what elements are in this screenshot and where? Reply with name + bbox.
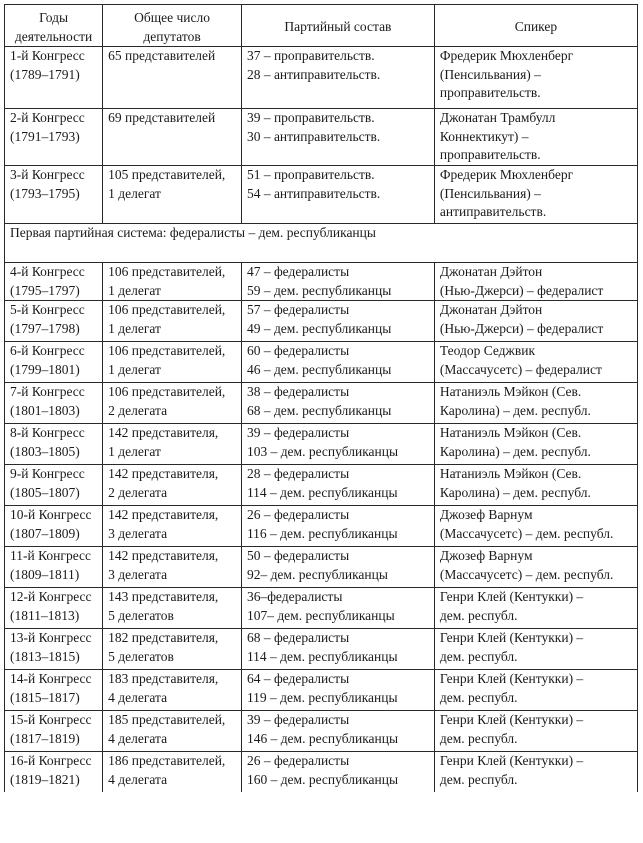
cell-line: Джонатан Трамбулл	[439, 110, 556, 125]
congress-table	[4, 4, 638, 792]
cell-line: 26 – федералисты	[246, 507, 350, 522]
cell-party	[241, 588, 434, 629]
header-years-line: деятельности	[14, 28, 93, 44]
cell-line: 10-й Конгресс	[10, 507, 92, 522]
cell-line: (1789–1791)	[10, 66, 80, 82]
cell-line: (1797–1798)	[10, 320, 80, 336]
cell-line: 51 – проправительств.	[246, 167, 375, 182]
cell-years	[5, 629, 103, 670]
cell-line: 186 представителей,	[108, 753, 226, 768]
table-row	[5, 752, 638, 793]
cell-line: 60 – федералисты	[246, 343, 350, 358]
cell-years	[5, 506, 103, 547]
cell-line: 1 делегат	[108, 185, 161, 201]
cell-years	[5, 752, 103, 793]
cell-line: (1803–1805)	[10, 443, 80, 459]
cell-line: Фредерик Мюхленберг	[439, 167, 574, 182]
cell-line: 143 представителя,	[108, 589, 219, 604]
cell-line: 8-й Конгресс	[10, 425, 85, 440]
cell-line: 1 делегат	[108, 443, 161, 459]
cell-line: 142 представителя,	[108, 507, 219, 522]
table-row	[5, 47, 638, 109]
cell-line: 146 – дем. республиканцы	[246, 730, 399, 746]
cell-years	[5, 465, 103, 506]
cell-line: 3 делегата	[108, 566, 168, 582]
cell-party	[241, 424, 434, 465]
cell-total	[103, 506, 242, 547]
cell-line: 69 представителей	[108, 110, 216, 125]
cell-years	[5, 109, 103, 166]
cell-party	[241, 547, 434, 588]
cell-line: 28 – федералисты	[246, 466, 350, 481]
cell-line: 39 – федералисты	[246, 712, 350, 727]
cell-years	[5, 301, 103, 342]
section-title: Первая партийная система: федералисты – дем. республиканцы	[5, 224, 638, 263]
cell-line: Каролина) – дем. республ.	[439, 443, 591, 459]
cell-line: 2 делегата	[108, 402, 168, 418]
cell-line: 119 – дем. республиканцы	[246, 689, 398, 705]
cell-line: 36–федералисты	[246, 589, 343, 604]
cell-total	[103, 547, 242, 588]
cell-total	[103, 166, 242, 224]
cell-line: 15-й Конгресс	[10, 712, 92, 727]
cell-speaker	[434, 166, 637, 224]
cell-line: 185 представителей,	[108, 712, 226, 727]
cell-total	[103, 465, 242, 506]
table-row	[5, 263, 638, 301]
cell-line: (Нью-Джерси) – федералист	[439, 320, 604, 336]
cell-line: 106 представителей,	[108, 343, 226, 358]
cell-line: 28 – антиправительств.	[246, 66, 381, 82]
cell-line: (1813–1815)	[10, 648, 80, 664]
cell-line: 54 – антиправительств.	[246, 185, 381, 201]
cell-line: 92– дем. республиканцы	[246, 566, 388, 582]
cell-line: (1805–1807)	[10, 484, 80, 500]
cell-party	[241, 342, 434, 383]
cell-line: Генри Клей (Кентукки) –	[439, 630, 584, 645]
header-years-line: Годы	[39, 10, 69, 25]
cell-line: антиправительств.	[439, 204, 547, 219]
cell-party	[241, 47, 434, 109]
cell-speaker	[434, 670, 637, 711]
cell-line: (1809–1811)	[10, 566, 80, 582]
header-row	[5, 5, 638, 47]
table-row	[5, 301, 638, 342]
cell-line: Джонатан Дэйтон	[439, 264, 543, 279]
cell-line: 106 представителей,	[108, 264, 226, 279]
table-row	[5, 670, 638, 711]
cell-party	[241, 109, 434, 166]
cell-line: 3 делегата	[108, 525, 168, 541]
cell-speaker	[434, 263, 637, 301]
cell-line: 6-й Конгресс	[10, 343, 85, 358]
cell-line: 37 – проправительств.	[246, 48, 375, 63]
cell-line: Каролина) – дем. республ.	[439, 484, 591, 500]
cell-years	[5, 424, 103, 465]
cell-party	[241, 711, 434, 752]
cell-years	[5, 670, 103, 711]
cell-line: (Пенсильвания) –	[439, 185, 541, 201]
cell-line: (1801–1803)	[10, 402, 80, 418]
cell-line: 26 – федералисты	[246, 753, 350, 768]
cell-line: Натаниэль Мэйкон (Сев.	[439, 384, 582, 399]
cell-total	[103, 629, 242, 670]
cell-line: (Массачусетс) – дем. республ.	[439, 566, 614, 582]
cell-line: 3-й Конгресс	[10, 167, 85, 182]
table-row	[5, 109, 638, 166]
section-separator-row	[5, 224, 638, 263]
cell-total	[103, 263, 242, 301]
cell-line: 13-й Конгресс	[10, 630, 92, 645]
cell-speaker	[434, 424, 637, 465]
cell-speaker	[434, 547, 637, 588]
cell-years	[5, 588, 103, 629]
cell-party	[241, 301, 434, 342]
cell-line: 64 – федералисты	[246, 671, 350, 686]
cell-party	[241, 465, 434, 506]
table-row	[5, 547, 638, 588]
cell-line: 38 – федералисты	[246, 384, 350, 399]
table-row	[5, 588, 638, 629]
cell-total	[103, 424, 242, 465]
table-row	[5, 383, 638, 424]
cell-line: 59 – дем. республиканцы	[246, 282, 392, 298]
cell-line: (1819–1821)	[10, 771, 80, 787]
cell-total	[103, 711, 242, 752]
cell-speaker	[434, 629, 637, 670]
cell-line: 1 делегат	[108, 361, 161, 377]
cell-line: дем. республ.	[439, 689, 518, 705]
cell-party	[241, 752, 434, 793]
cell-line: Генри Клей (Кентукки) –	[439, 712, 584, 727]
cell-total	[103, 301, 242, 342]
cell-line: (1817–1819)	[10, 730, 80, 746]
cell-total	[103, 47, 242, 109]
cell-total	[103, 342, 242, 383]
table-row	[5, 424, 638, 465]
cell-speaker	[434, 711, 637, 752]
cell-line: (1807–1809)	[10, 525, 80, 541]
cell-line: 182 представителя,	[108, 630, 219, 645]
cell-party	[241, 383, 434, 424]
cell-line: (1791–1793)	[10, 128, 80, 144]
cell-line: 49 – дем. республиканцы	[246, 320, 392, 336]
cell-line: проправительств.	[439, 85, 541, 100]
cell-line: 4 делегата	[108, 689, 168, 705]
header-total-line: депутатов	[143, 28, 201, 44]
cell-line: 4 делегата	[108, 730, 168, 746]
cell-line: Джонатан Дэйтон	[439, 302, 543, 317]
cell-line: 68 – федералисты	[246, 630, 350, 645]
cell-line: (Массачусетс) – федералист	[439, 361, 602, 377]
cell-line: 105 представителей,	[108, 167, 226, 182]
cell-line: дем. республ.	[439, 648, 518, 664]
cell-line: 160 – дем. республиканцы	[246, 771, 399, 787]
cell-line: Натаниэль Мэйкон (Сев.	[439, 425, 582, 440]
cell-years	[5, 711, 103, 752]
cell-line: 107– дем. республиканцы	[246, 607, 395, 623]
cell-line: 68 – дем. республиканцы	[246, 402, 392, 418]
cell-line: Натаниэль Мэйкон (Сев.	[439, 466, 582, 481]
cell-years	[5, 263, 103, 301]
cell-line: 9-й Конгресс	[10, 466, 85, 481]
cell-line: 39 – федералисты	[246, 425, 350, 440]
cell-speaker	[434, 383, 637, 424]
cell-line: 12-й Конгресс	[10, 589, 92, 604]
cell-line: 39 – проправительств.	[246, 110, 375, 125]
table-row	[5, 166, 638, 224]
header-total-line: Общее число	[134, 10, 210, 25]
cell-line: Каролина) – дем. республ.	[439, 402, 591, 418]
cell-line: 5-й Конгресс	[10, 302, 85, 317]
cell-speaker	[434, 465, 637, 506]
cell-line: Теодор Седжвик	[439, 343, 536, 358]
cell-line: 50 – федералисты	[246, 548, 350, 563]
cell-party	[241, 670, 434, 711]
cell-line: 4 делегата	[108, 771, 168, 787]
cell-line: Генри Клей (Кентукки) –	[439, 589, 584, 604]
header-speaker: Спикер	[434, 5, 637, 47]
cell-party	[241, 506, 434, 547]
cell-line: 47 – федералисты	[246, 264, 350, 279]
cell-years	[5, 547, 103, 588]
cell-line: Джозеф Варнум	[439, 548, 533, 563]
table-body	[5, 47, 638, 793]
cell-total	[103, 752, 242, 793]
cell-line: (Пенсильвания) –	[439, 66, 541, 82]
cell-line: 2 делегата	[108, 484, 168, 500]
cell-line: Фредерик Мюхленберг	[439, 48, 574, 63]
table-row	[5, 629, 638, 670]
cell-speaker	[434, 506, 637, 547]
cell-line: 57 – федералисты	[246, 302, 350, 317]
cell-line: (1811–1813)	[10, 607, 80, 623]
cell-total	[103, 670, 242, 711]
cell-line: (1799–1801)	[10, 361, 80, 377]
cell-line: дем. республ.	[439, 607, 518, 623]
cell-line: 5 делегатов	[108, 648, 174, 664]
cell-line: (1793–1795)	[10, 185, 80, 201]
cell-line: 46 – дем. республиканцы	[246, 361, 392, 377]
cell-line: 1-й Конгресс	[10, 48, 85, 63]
cell-line: 114 – дем. республиканцы	[246, 648, 398, 664]
cell-party	[241, 629, 434, 670]
cell-speaker	[434, 109, 637, 166]
cell-total	[103, 588, 242, 629]
cell-total	[103, 109, 242, 166]
cell-line: 116 – дем. республиканцы	[246, 525, 398, 541]
cell-line: 114 – дем. республиканцы	[246, 484, 398, 500]
header-total	[103, 5, 242, 47]
cell-line: 183 представителя,	[108, 671, 219, 686]
cell-line: 106 представителей,	[108, 302, 226, 317]
cell-line: 14-й Конгресс	[10, 671, 92, 686]
cell-line: Джозеф Варнум	[439, 507, 533, 522]
table-row	[5, 342, 638, 383]
cell-line: (1815–1817)	[10, 689, 80, 705]
cell-line: (1795–1797)	[10, 282, 80, 298]
cell-years	[5, 166, 103, 224]
table-row	[5, 506, 638, 547]
cell-line: (Нью-Джерси) – федералист	[439, 282, 604, 298]
cell-line: 1 делегат	[108, 320, 161, 336]
cell-speaker	[434, 588, 637, 629]
cell-years	[5, 383, 103, 424]
cell-line: 142 представителя,	[108, 425, 219, 440]
cell-years	[5, 342, 103, 383]
cell-line: 106 представителей,	[108, 384, 226, 399]
cell-party	[241, 166, 434, 224]
cell-line: 4-й Конгресс	[10, 264, 85, 279]
cell-speaker	[434, 342, 637, 383]
header-party: Партийный состав	[241, 5, 434, 47]
cell-line: 65 представителей	[108, 48, 216, 63]
cell-line: 11-й Конгресс	[10, 548, 91, 563]
cell-line: проправительств.	[439, 147, 541, 162]
header-years	[5, 5, 103, 47]
table-row	[5, 465, 638, 506]
table-row	[5, 711, 638, 752]
cell-speaker	[434, 301, 637, 342]
cell-line: Генри Клей (Кентукки) –	[439, 753, 584, 768]
cell-speaker	[434, 47, 637, 109]
cell-line: 142 представителя,	[108, 548, 219, 563]
cell-line: 103 – дем. республиканцы	[246, 443, 399, 459]
cell-line: 16-й Конгресс	[10, 753, 92, 768]
cell-line: 30 – антиправительств.	[246, 128, 381, 144]
cell-line: 5 делегатов	[108, 607, 174, 623]
cell-party	[241, 263, 434, 301]
cell-line: 7-й Конгресс	[10, 384, 85, 399]
cell-total	[103, 383, 242, 424]
cell-line: дем. республ.	[439, 771, 518, 787]
cell-line: дем. республ.	[439, 730, 518, 746]
cell-line: 142 представителя,	[108, 466, 219, 481]
cell-line: Коннектикут) –	[439, 128, 529, 144]
cell-years	[5, 47, 103, 109]
cell-line: 2-й Конгресс	[10, 110, 85, 125]
cell-line: (Массачусетс) – дем. республ.	[439, 525, 614, 541]
cell-line: 1 делегат	[108, 282, 161, 298]
cell-speaker	[434, 752, 637, 793]
cell-line: Генри Клей (Кентукки) –	[439, 671, 584, 686]
